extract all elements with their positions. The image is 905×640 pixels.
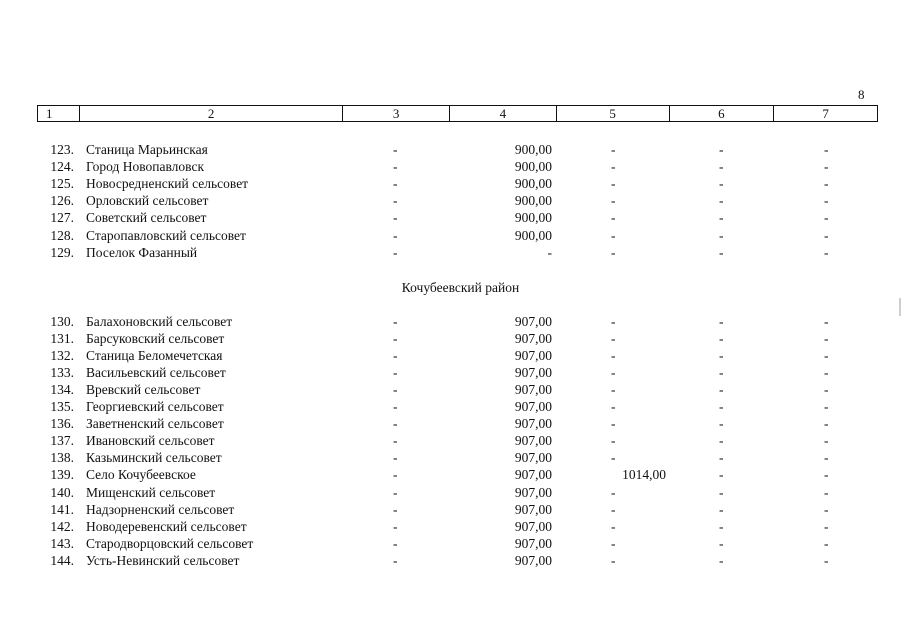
cell-num: 128. [50,227,74,243]
cell-c5: - [611,433,616,449]
cell-c6: - [719,552,724,568]
cell-c5: - [611,348,616,364]
cell-c3: - [393,399,398,415]
cell-num: 135. [50,399,74,415]
cell-c4: 907,00 [514,484,552,500]
cell-c6: - [719,142,724,157]
table-row [0,449,905,466]
table-row [0,432,905,449]
cell-c5: - [611,484,616,500]
table-row [0,158,905,175]
cell-c3: - [393,518,398,534]
cell-c4: 907,00 [514,535,552,551]
cell-c3: - [393,348,398,364]
table-row [0,227,905,244]
cell-name: Станица Марьинская [86,142,208,157]
table-row [0,347,905,364]
cell-name: Новодеревенский сельсовет [86,518,247,534]
cell-c3: - [393,193,398,209]
cell-c6: - [719,501,724,517]
cell-c3: - [393,314,398,329]
cell-c5: - [611,552,616,568]
cell-c6: - [719,244,724,260]
cell-c4: 907,00 [514,433,552,449]
cell-c5: - [611,382,616,398]
cell-c5: - [611,142,616,157]
cell-c3: - [393,331,398,347]
cell-c7: - [824,484,829,500]
table-row [0,518,905,535]
cell-c6: - [719,210,724,226]
cell-c6: - [719,227,724,243]
cell-c5: - [611,501,616,517]
cell-c6: - [719,365,724,381]
cell-num: 126. [50,193,74,209]
cell-c6: - [719,159,724,175]
cell-name: Васильевский сельсовет [86,365,226,381]
cell-c3: - [393,535,398,551]
cell-c7: - [824,227,829,243]
table-header [37,105,878,122]
cell-num: 140. [50,484,74,500]
cell-c4: 907,00 [514,518,552,534]
cell-c6: - [719,467,724,483]
cell-c4: 907,00 [514,348,552,364]
cell-name: Казьминский сельсовет [86,450,222,466]
cell-c3: - [393,552,398,568]
cell-name: Новосредненский сельсовет [86,176,249,192]
cell-c7: - [824,159,829,175]
cell-c4: 907,00 [514,382,552,398]
cell-c5: - [611,193,616,209]
cell-name: Поселок Фазанный [86,244,198,260]
cell-num: 127. [50,210,74,226]
cell-c7: - [824,365,829,381]
cell-c6: - [719,314,724,329]
cell-c7: - [824,314,829,329]
header-col-7: 7 [822,106,829,121]
cell-name: Станица Беломечетская [86,348,223,364]
cell-num: 124. [50,159,74,175]
cell-c3: - [393,467,398,483]
cell-c6: - [719,348,724,364]
cell-c7: - [824,382,829,398]
cell-name: Мищенский сельсовет [86,484,216,500]
cell-num: 139. [50,467,74,483]
cell-num: 136. [50,416,74,432]
cell-c3: - [393,365,398,381]
cell-c4: 900,00 [514,176,552,192]
cell-c7: - [824,399,829,415]
cell-name: Заветненский сельсовет [86,416,224,432]
cell-c6: - [719,193,724,209]
cell-c5: - [611,227,616,243]
cell-c7: - [824,176,829,192]
cell-c5: - [611,416,616,432]
cell-name: Село Кочубеевское [86,467,196,483]
table-row [0,330,905,347]
cell-name: Балахоновский сельсовет [86,314,233,329]
cell-c5: - [611,331,616,347]
cell-num: 132. [50,348,74,364]
cell-c6: - [719,484,724,500]
cell-c3: - [393,484,398,500]
cell-c7: - [824,244,829,260]
cell-c4: 900,00 [514,227,552,243]
cell-c3: - [393,501,398,517]
cell-c7: - [824,433,829,449]
cell-name: Надзорненский сельсовет [86,501,235,517]
scan-artifact [899,298,901,316]
cell-c6: - [719,450,724,466]
cell-name: Советский сельсовет [86,210,207,226]
cell-name: Вревский сельсовет [86,382,201,398]
table-row [0,535,905,552]
cell-c6: - [719,535,724,551]
cell-c3: - [393,433,398,449]
cell-c6: - [719,331,724,347]
cell-c6: - [719,416,724,432]
cell-c5: - [611,399,616,415]
cell-num: 137. [50,433,74,449]
cell-c4: 907,00 [514,467,552,483]
cell-num: 143. [50,535,74,551]
header-col-6: 6 [670,106,775,121]
cell-c4: 907,00 [514,501,552,517]
cell-c5: 1014,00 [622,467,666,483]
header-col-2: 2 [80,106,343,121]
cell-c3: - [393,210,398,226]
header-col-5: 5 [557,106,670,121]
cell-c4: 900,00 [514,210,552,226]
cell-name: Старопавловский сельсовет [86,227,246,243]
cell-c5: - [611,365,616,381]
cell-num: 141. [50,501,74,517]
cell-c7: - [824,416,829,432]
section-title: Кочубеевский район [401,280,520,295]
cell-num: 142. [50,518,74,534]
cell-num: 129. [50,244,74,260]
cell-c7: - [824,348,829,364]
cell-c3: - [393,227,398,243]
cell-c6: - [719,176,724,192]
cell-c6: - [719,433,724,449]
cell-c5: - [611,244,616,260]
table-row [0,552,905,569]
table-row [0,141,905,158]
table-row [0,381,905,398]
cell-c4: 900,00 [514,159,552,175]
cell-c3: - [393,244,398,260]
cell-c5: - [611,159,616,175]
cell-c6: - [719,518,724,534]
table-row [0,415,905,432]
cell-num: 138. [50,450,74,466]
cell-c3: - [393,142,398,157]
cell-c4: 907,00 [514,331,552,347]
cell-c5: - [611,176,616,192]
cell-name: Ивановский сельсовет [86,433,215,449]
table-row [0,313,905,330]
table-row [0,466,905,483]
header-col-3: 3 [343,106,450,121]
cell-c3: - [393,450,398,466]
cell-c7: - [824,518,829,534]
cell-num: 130. [50,314,74,329]
cell-c4: 907,00 [514,416,552,432]
cell-c5: - [611,314,616,329]
cell-c5: - [611,535,616,551]
cell-c4: 907,00 [514,314,552,329]
cell-num: 125. [50,176,74,192]
cell-num: 131. [50,331,74,347]
cell-c7: - [824,142,829,157]
table-row [0,484,905,501]
cell-c5: - [611,518,616,534]
table-row [0,398,905,415]
cell-c4: 907,00 [514,552,552,568]
cell-c3: - [393,416,398,432]
cell-c4: 907,00 [514,365,552,381]
table-row [0,364,905,381]
cell-c7: - [824,552,829,568]
cell-num: 133. [50,365,74,381]
cell-c4: 907,00 [514,450,552,466]
cell-name: Барсуковский сельсовет [86,331,225,347]
cell-c4: 900,00 [514,142,552,157]
cell-name: Усть-Невинский сельсовет [86,552,240,568]
cell-c7: - [824,501,829,517]
cell-num: 144. [50,552,74,568]
cell-c7: - [824,331,829,347]
cell-c7: - [824,535,829,551]
cell-c6: - [719,382,724,398]
cell-name: Георгиевский сельсовет [86,399,224,415]
cell-c3: - [393,382,398,398]
cell-c4: - [547,244,552,260]
table-row [0,192,905,209]
header-col-4: 4 [450,106,557,121]
table-row [0,244,905,261]
cell-name: Город Новопавловск [86,159,204,175]
cell-c4: 900,00 [514,193,552,209]
cell-c3: - [393,159,398,175]
header-col-1: 1 [38,106,80,121]
table-row [0,209,905,226]
cell-num: 123. [50,142,74,157]
cell-c7: - [824,210,829,226]
cell-num: 134. [50,382,74,398]
cell-c5: - [611,450,616,466]
cell-c3: - [393,176,398,192]
cell-name: Орловский сельсовет [86,193,209,209]
table-row [0,175,905,192]
cell-c6: - [719,399,724,415]
cell-c7: - [824,193,829,209]
cell-c4: 907,00 [514,399,552,415]
cell-c5: - [611,210,616,226]
cell-c7: - [824,467,829,483]
table-row [0,501,905,518]
page-number: 8 [858,87,865,102]
cell-name: Стародворцовский сельсовет [86,535,254,551]
cell-c7: - [824,450,829,466]
